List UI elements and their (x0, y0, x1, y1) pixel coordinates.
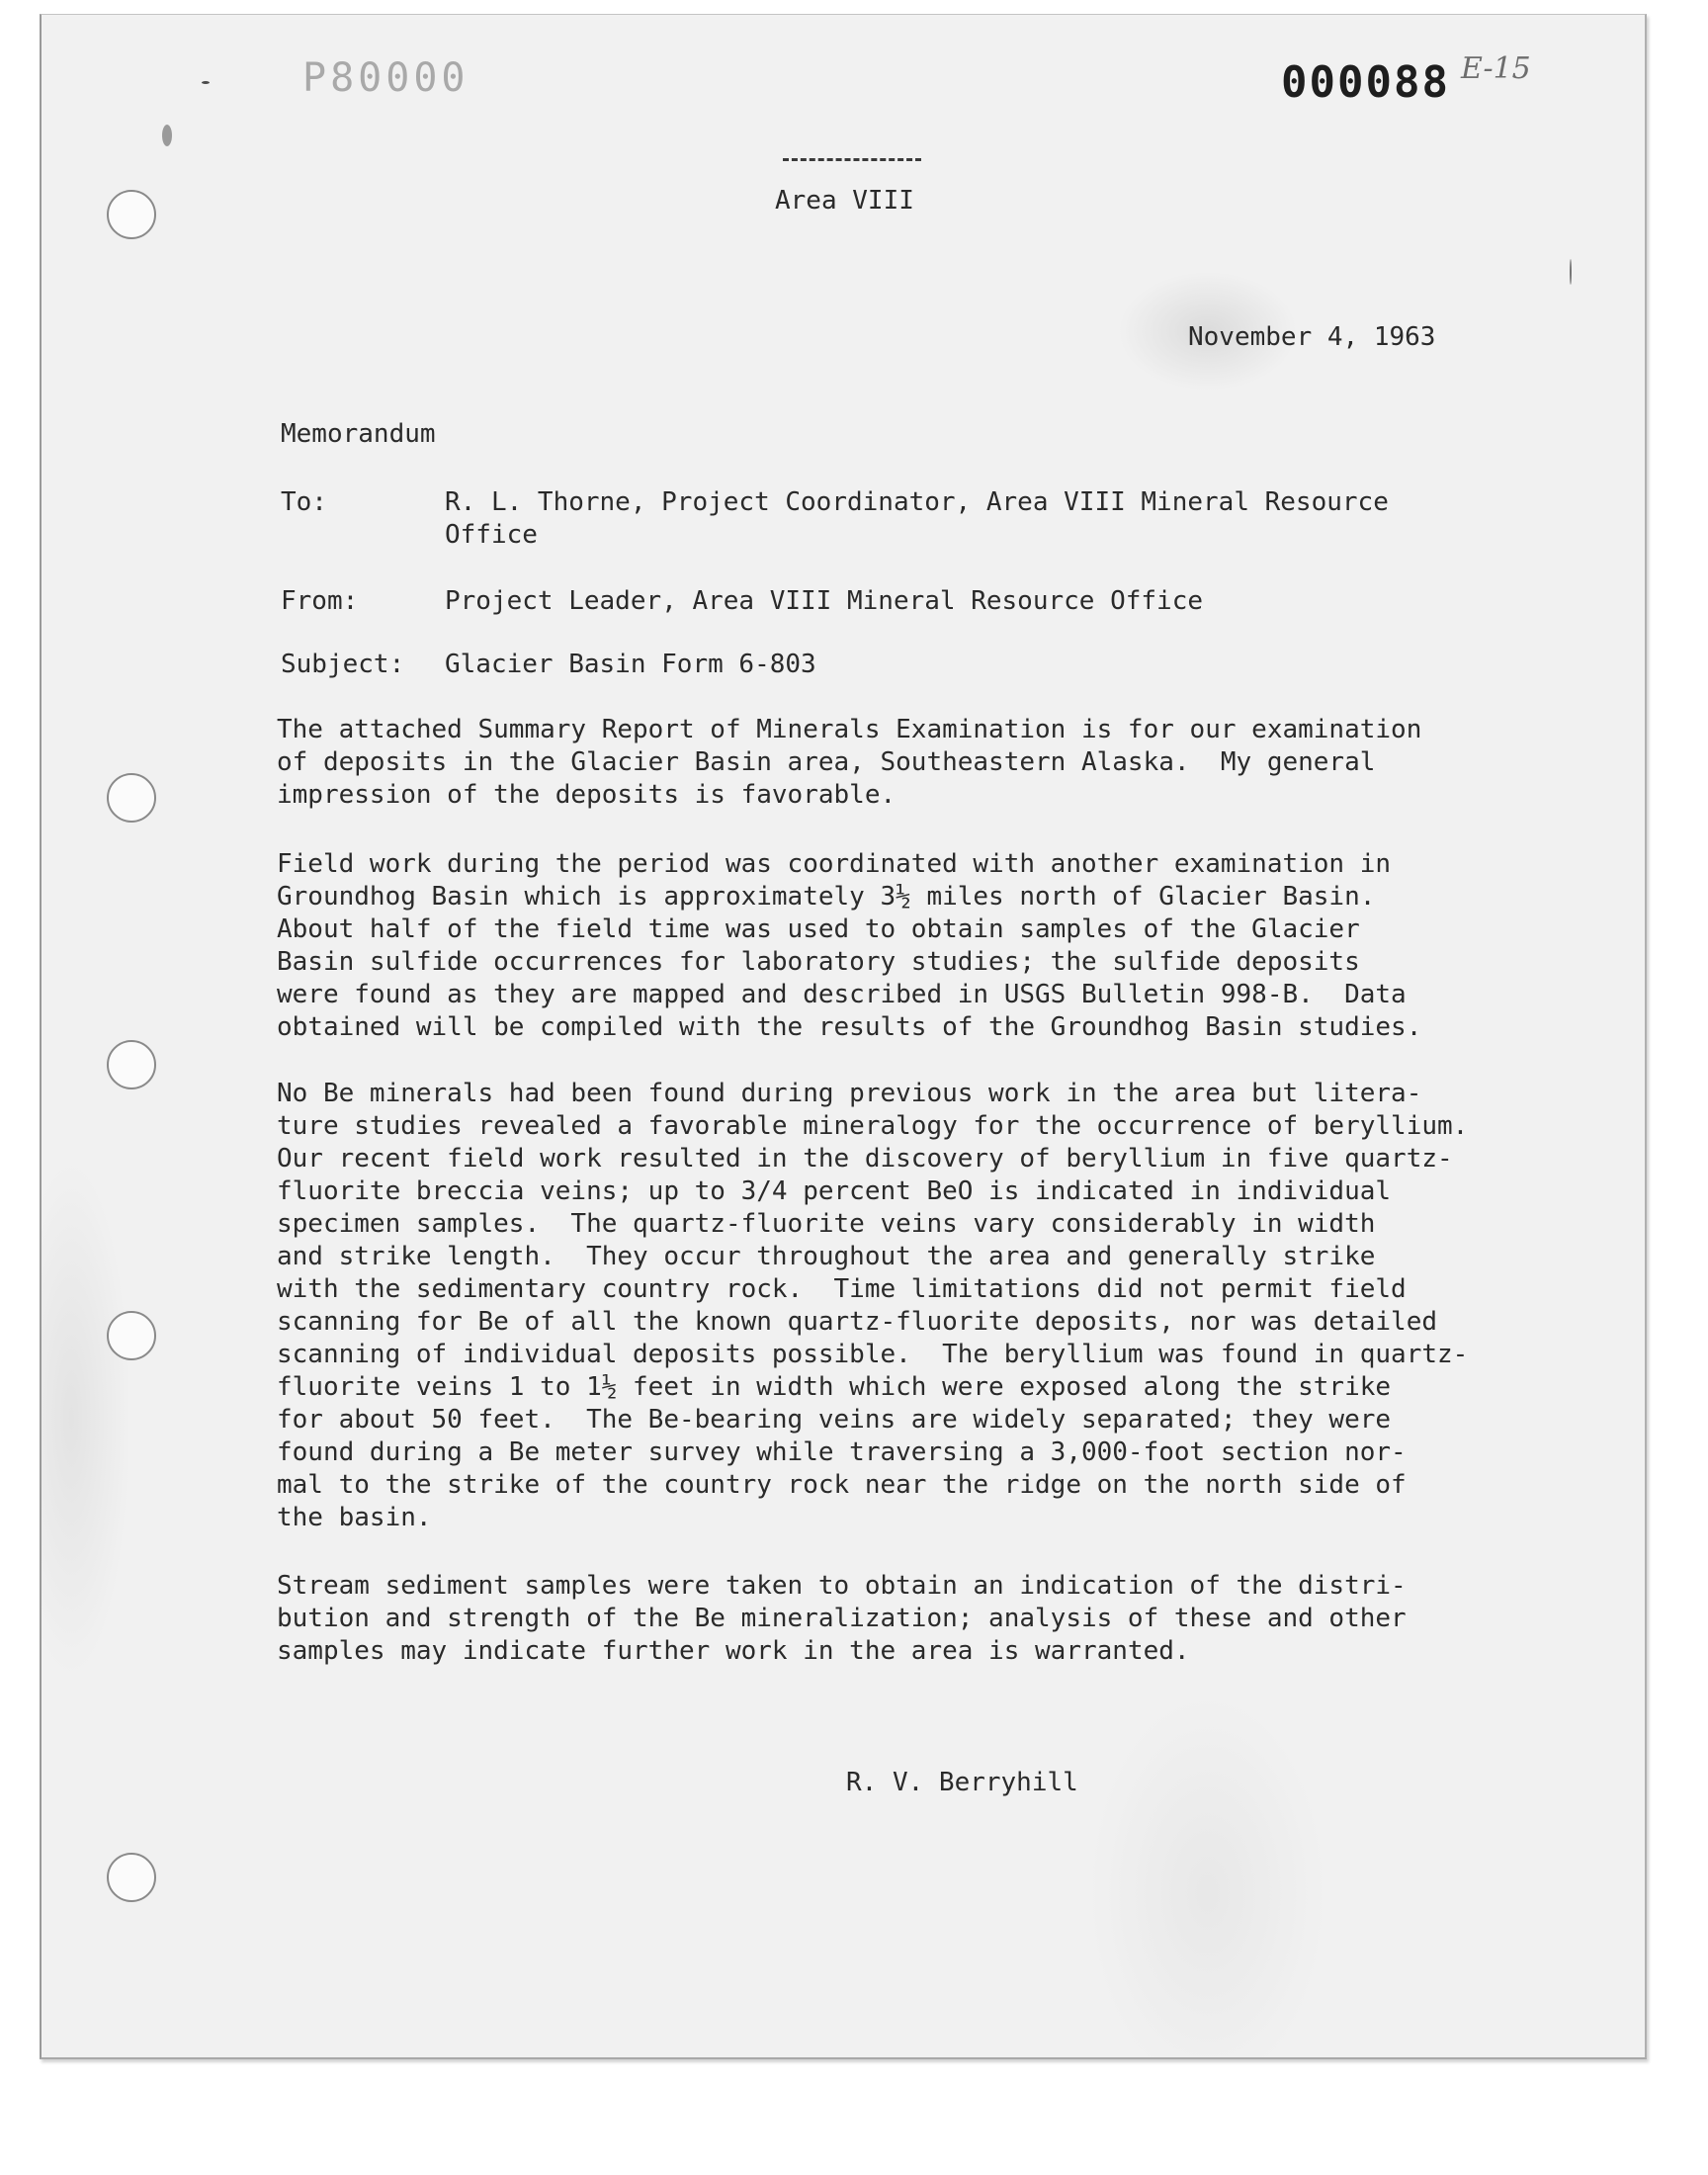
document-number-stamp: 000088 (1281, 57, 1450, 108)
body-paragraph-2: Field work during the period was coordinated with another examination in Groundhog Basin which is approximately 3½ miles north of Glacier Basin. About half of the field time was used to obtain samples of the Glacier Basin sulfide occurrences for laboratory studies; the sulfide deposits were found as they are mapped and described in USGS Bulletin 998-B. Data obtained will be compiled with the results of the Groundhog Basin studies. (277, 849, 1422, 1042)
binder-hole-2 (107, 773, 156, 823)
signature-name: R. V. Berryhill (846, 1768, 1078, 1797)
document-stamp-left: P80000 (302, 55, 470, 101)
handwritten-note: E-15 (1461, 51, 1531, 86)
from-label: From: (281, 586, 359, 616)
area-heading: Area VIII (775, 186, 914, 216)
subject-label: Subject: (281, 650, 405, 679)
body-paragraph-3: No Be minerals had been found during previous work in the area but litera- ture studies revealed a favorable mineralogy for the occurrence of beryllium. Our recent field work resulted in the discovery of beryllium in five quartz- fluorite breccia veins; up to 3/4 percent BeO is indicated in individual specimen samples. The quartz-fluorite veins vary considerably in width and strike length. They occur throughout the area and generally strike with the sedimentary country rock. Time limitations did not permit field scanning for Be of all the known quartz-fluorite deposits, nor was detailed scanning of individual deposits possible. The beryllium was found in quartz- fluorite veins 1 to 1½ feet in width which were exposed along the strike for about 50 feet. The Be-bearing veins are widely separated; they were found during a Be meter survey while traversing a 3,000-foot section nor- mal to the strike of the country rock near the ridge on the north side of the basin. (277, 1079, 1469, 1532)
binder-hole-4 (107, 1311, 156, 1360)
body-paragraph-4: Stream sediment samples were taken to obtain an indication of the distri- bution and strength of the Be mineralization; analysis of these and other samples may indicate further work in the area is warranted. (277, 1571, 1407, 1666)
to-label: To: (281, 487, 327, 517)
subject-value: Glacier Basin Form 6-803 (445, 650, 816, 679)
memo-type: Memorandum (281, 419, 436, 449)
page-smudge (162, 125, 172, 146)
to-value: R. L. Thorne, Project Coordinator, Area VIII Mineral Resource Office (445, 487, 1389, 550)
body-paragraph-1: The attached Summary Report of Minerals Examination is for our examination of deposits in the Glacier Basin area, Southeastern Alaska. My general impression of the deposits is favorable. (277, 715, 1422, 810)
binder-hole-5 (107, 1853, 156, 1902)
binder-hole-3 (107, 1040, 156, 1089)
memo-date: November 4, 1963 (1188, 322, 1436, 352)
page-smudge (202, 81, 210, 84)
page-smudge (1570, 259, 1572, 285)
area-rule (783, 158, 921, 161)
from-value: Project Leader, Area VIII Mineral Resource Office (445, 586, 1204, 616)
binder-hole-1 (107, 190, 156, 239)
